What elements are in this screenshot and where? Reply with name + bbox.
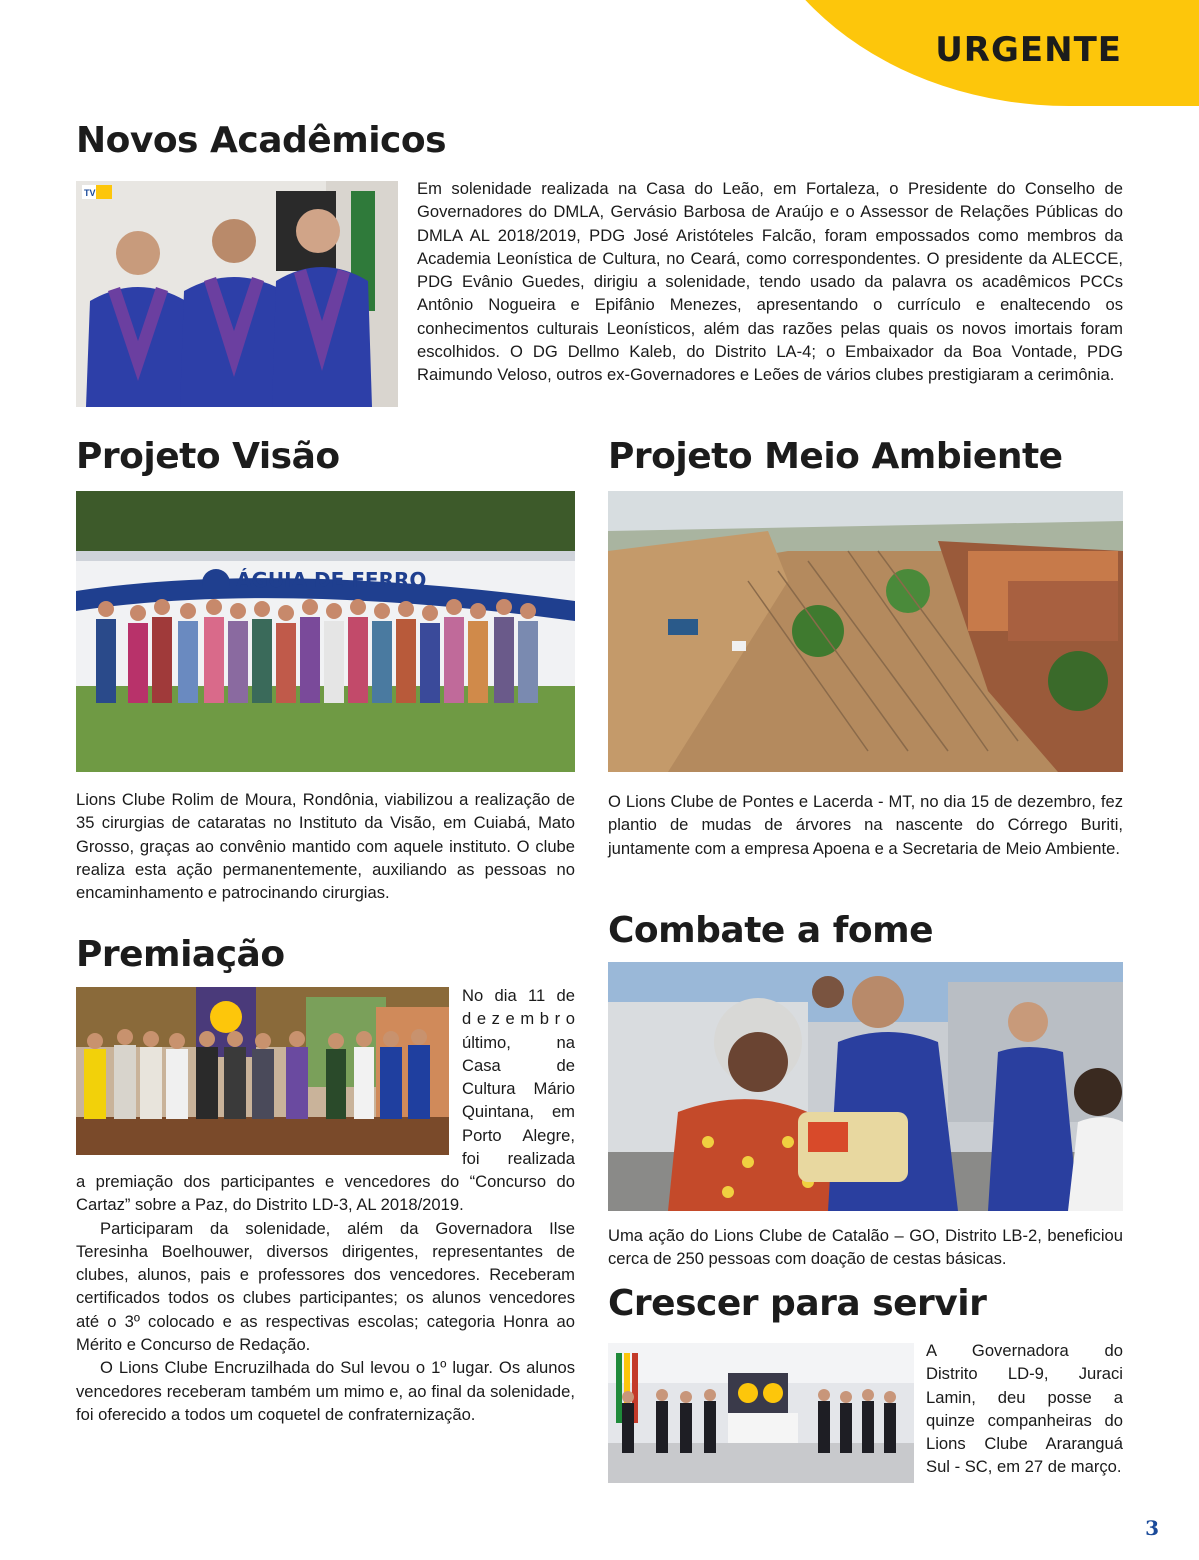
article-body-novos: Em solenidade realizada na Casa do Leão, em Fortaleza, o Presidente do Conselho de Governadores do DMLA, Gervásio Barbosa de Araújo e o Assessor de Relações Públicas do DMLA AL 2018/2019, PDG José Aristóteles Falcão, foram empossados como membros da Academia Leonística de Cultura, no Ceará, como correspondentes. O presidente da ALECCE, PDG Evânio Guedes, dirigiu a solenidade, tendo usado da palavra os acadêmicos PCCs Antônio Nogueira e Epifânio Menezes, apresentando o currículo e enaltecendo os conhecimentos culturais Leonísticos, além das razões pelas quais os novos imortais foram escolhidos. O DG Dellmo Kaleb, do Distrito LA-4; o Embaixador da Boa Vontade, PDG Raimundo Veloso, outros ex-Governadores e Leões de vários clubes prestigiaram a cerimônia.: [417, 179, 1123, 385]
page-number: 3: [1145, 1516, 1159, 1540]
tv-badge: TV: [84, 188, 96, 198]
premiacao-paragraph-2: Participaram da solenidade, além da Governadora Ilse Teresinha Boelhouwer, diversos dirigentes, representantes de clubes, alunos, pais e professores dos vencedores. Receberam certificados todos os clubes participantes; os alunos vencedores até o 3º colocado e as respectivas escolas; categoria Honra ao Mérito e Concurso de Redação.: [76, 1218, 575, 1355]
article-body-fome: Uma ação do Lions Clube de Catalão – GO, Distrito LB-2, beneficiou cerca de 250 pessoas com doação de cestas básicas.: [608, 1226, 1123, 1269]
section-label: URGENTE: [935, 30, 1122, 70]
article-title-crescer: Crescer para servir: [608, 1283, 987, 1324]
premiacao-paragraph-1: a premiação dos participantes e vencedores do “Concurso do Cartaz” sobre a Paz, do Distrito LD-3, AL 2018/2019.: [76, 1172, 575, 1215]
premiacao-paragraph-3: O Lions Clube Encruzilhada do Sul levou o 1º lugar. Os alunos vencedores receberam também um mimo e, ao final da solenidade, foi oferecido a todos um coquetel de confraternização.: [76, 1358, 575, 1424]
section-banner: [739, 0, 1199, 106]
photo-novos-academicos: [76, 181, 398, 407]
premiacao-side-text: No dia 11 de d e z e m b r o último, na Casa de Cultura Mário Quintana, em Porto Alegre, foi realizada: [462, 986, 575, 1169]
photo-meio-ambiente: [608, 491, 1123, 772]
photo-projeto-visao: [76, 491, 575, 772]
article-title-novos: Novos Acadêmicos: [76, 120, 447, 161]
article-body-premiacao: [76, 1170, 575, 1426]
photo-premiacao: [76, 987, 449, 1155]
article-title-premiacao: Premiação: [76, 934, 285, 975]
article-title-fome: Combate a fome: [608, 910, 934, 951]
article-title-visao: Projeto Visão: [76, 436, 340, 477]
article-body-visao: Lions Clube Rolim de Moura, Rondônia, viabilizou a realização de 35 cirurgias de cataratas no Instituto da Visão, em Cuiabá, Mato Grosso, graças ao convênio mantido com aquele instituto. O clube realiza esta ação permanentemente, auxiliando as pessoas no encaminhamento e patrocinando cirurgias.: [76, 790, 575, 903]
photo-crescer-servir: [608, 1343, 914, 1483]
photo-combate-fome: [608, 962, 1123, 1211]
article-title-meio: Projeto Meio Ambiente: [608, 436, 1063, 477]
bus-lettering: ÁGUIA DE FERRO: [236, 568, 427, 592]
article-body-meio: O Lions Clube de Pontes e Lacerda - MT, no dia 15 de dezembro, fez plantio de mudas de árvores na nascente do Córrego Buriti, juntamente com a empresa Apoena e a Secretaria de Meio Ambiente.: [608, 792, 1123, 858]
crescer-side-text: A Governadora do Distrito LD-9, Juraci Lamin, deu posse a quinze companheiras do Lions Clube Araranguá Sul - SC, em 27 de março.: [926, 1341, 1123, 1477]
